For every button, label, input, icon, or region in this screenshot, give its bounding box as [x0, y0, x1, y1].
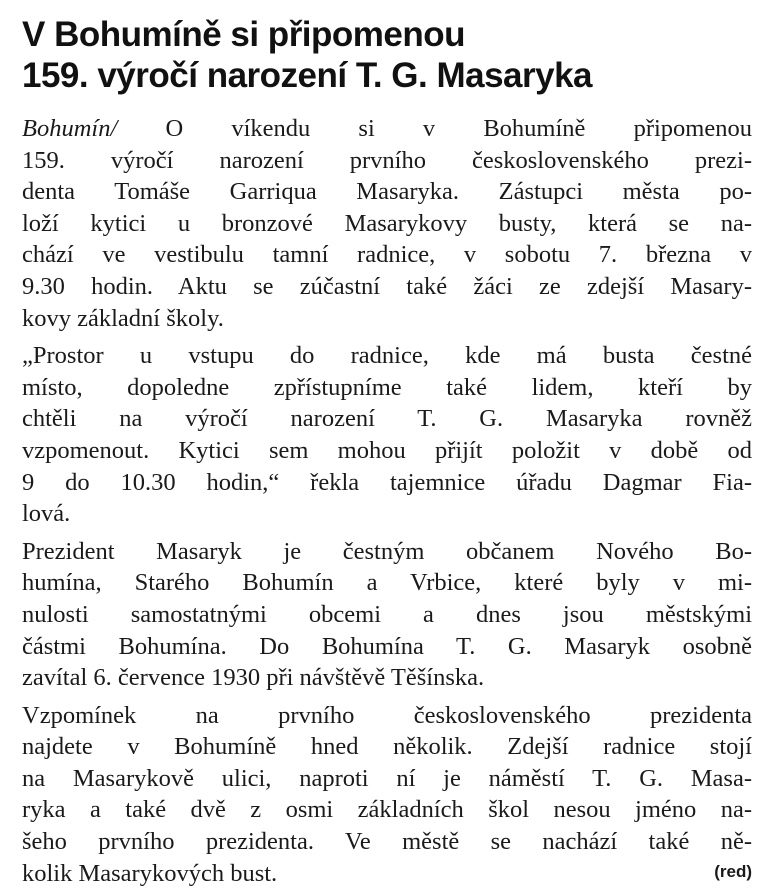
headline-line-2: 159. výročí narození T. G. Masaryka — [22, 56, 593, 95]
paragraph-2 — [22, 340, 752, 530]
text-line: loží kytici u bronzové Masarykovy busty, která se na- — [22, 209, 752, 237]
text-line-content: O víkendu si v Bohumíně připomenou — [117, 115, 752, 142]
paragraph-1 — [22, 113, 752, 334]
text-line-with-byline — [22, 858, 752, 890]
text-line: šeho prvního prezidenta. Ve městě se nachází také ně- — [22, 828, 752, 856]
text-line: Vzpomínek na prvního československého prezidenta — [22, 701, 752, 729]
text-line: 9.30 hodin. Aktu se zúčastní také žáci ze zdejší Masary- — [22, 272, 752, 300]
text-line: na Masarykově ulici, naproti ní je náměstí T. G. Masa- — [22, 764, 752, 792]
text-line: zavítal 6. července 1930 při návštěvě Těšínska. — [22, 664, 485, 692]
paragraph-4 — [22, 700, 752, 890]
article-body — [22, 113, 752, 889]
text-line: chází ve vestibulu tamní radnice, v sobotu 7. března v — [22, 241, 752, 269]
text-line: Prezident Masaryk je čestným občanem Nového Bo- — [22, 537, 752, 565]
article-headline — [22, 14, 752, 96]
text-line — [22, 113, 752, 145]
text-line: částmi Bohumína. Do Bohumína T. G. Masaryk osobně — [22, 632, 752, 660]
paragraph-3 — [22, 536, 752, 694]
news-article — [22, 14, 752, 895]
text-line-content: kolik Masarykových bust. — [22, 859, 278, 887]
text-line: ryka a také dvě z osmi základních škol nesou jméno na- — [22, 796, 752, 824]
dateline: Bohumín/ — [22, 115, 118, 142]
text-line: vzpomenout. Kytici sem mohou přijít položit v době od — [22, 436, 752, 464]
text-line: lová. — [22, 500, 71, 528]
text-line: najdete v Bohumíně hned několik. Zdejší radnice stojí — [22, 733, 752, 761]
text-line: místo, dopoledne zpřístupníme také lidem, kteří by — [22, 373, 752, 401]
text-line: denta Tomáše Garriqua Masaryka. Zástupci města po- — [22, 178, 752, 206]
headline-line-1: V Bohumíně si připomenou — [22, 15, 466, 54]
text-line: 159. výročí narození prvního československého prezi- — [22, 146, 752, 174]
text-line: nulosti samostatnými obcemi a dnes jsou městskými — [22, 600, 752, 628]
text-line: „Prostor u vstupu do radnice, kde má busta čestné — [22, 342, 752, 370]
text-line: chtěli na výročí narození T. G. Masaryka rovněž — [22, 405, 752, 433]
text-line: humína, Starého Bohumín a Vrbice, které byly v mi- — [22, 569, 752, 597]
text-line: kovy základní školy. — [22, 304, 224, 332]
author-byline: (red) — [714, 861, 752, 881]
text-line: 9 do 10.30 hodin,“ řekla tajemnice úřadu Dagmar Fia- — [22, 468, 752, 496]
